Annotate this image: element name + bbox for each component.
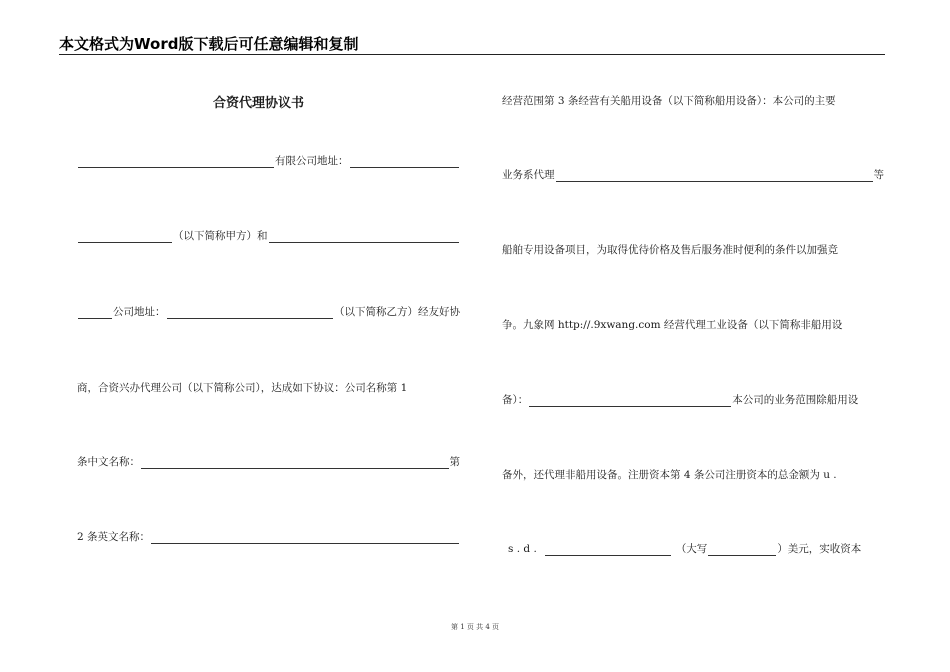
blank-field[interactable] (350, 156, 460, 168)
blank-field[interactable] (545, 544, 671, 556)
line-text: 商，合资兴办代理公司（以下简称公司），达成如下协议：公司名称第 1 (77, 382, 408, 394)
blank-field[interactable] (529, 395, 731, 407)
document-title: 合资代理协议书 (213, 96, 305, 111)
line-text: 备）： (502, 394, 529, 406)
blank-field[interactable] (78, 231, 172, 243)
blank-field[interactable] (167, 307, 334, 319)
line-text: 有限公司地址： (275, 155, 349, 167)
right-line-2 (502, 168, 884, 182)
line-text: （以下简称乙方）经友好协 (334, 306, 460, 318)
left-line-1 (77, 154, 460, 168)
banner-divider (59, 54, 885, 55)
document-banner: 本文格式为Word版下载后可任意编辑和复制 (59, 35, 359, 53)
line-text: （以下简称甲方）和 (173, 230, 268, 242)
left-line-2 (77, 229, 460, 243)
left-line-6 (77, 530, 460, 544)
page-footer: 第 1 页 共 4 页 (450, 623, 500, 631)
line-text: 船舶专用设备项目，为取得优待价格及售后服务准时便利的条件以加强竞 (502, 244, 838, 256)
line-text: 争。九象网 http://.9xwang.com 经营代理工业设备（以下简称非船用设 (502, 319, 843, 331)
blank-field[interactable] (269, 231, 460, 243)
line-text: 第 (449, 456, 460, 468)
blank-field[interactable] (78, 156, 274, 168)
line-text: ）美元，实收资本 (777, 543, 862, 555)
blank-field[interactable] (708, 544, 776, 556)
line-text: 条中文名称： (77, 456, 140, 468)
left-line-4 (77, 381, 460, 395)
blank-field[interactable] (556, 170, 873, 182)
blank-field[interactable] (141, 457, 449, 469)
line-text: 2 条英文名称： (77, 531, 151, 543)
left-line-5 (77, 455, 460, 469)
line-text: 经营范围第 3 条经营有关船用设备（以下简称船用设备）：本公司的主要 (502, 95, 836, 107)
blank-field[interactable] (78, 307, 112, 319)
right-line-7 (502, 542, 884, 556)
line-text: s . d . (508, 543, 537, 555)
left-line-3 (77, 305, 460, 319)
line-text: 业务系代理 (502, 169, 555, 181)
right-line-3 (502, 243, 884, 257)
blank-field[interactable] (151, 532, 459, 544)
line-text: 公司地址： (113, 306, 166, 318)
line-text: 本公司的业务范围除船用设 (732, 394, 859, 406)
right-line-4 (502, 318, 884, 332)
right-line-6 (502, 468, 884, 482)
line-text: （大写 (675, 543, 708, 555)
right-line-1 (502, 94, 884, 108)
right-line-5 (502, 393, 884, 407)
line-text: 等 (873, 169, 884, 181)
line-text: 备外，还代理非船用设备。注册资本第 4 条公司注册资本的总金额为 u . (502, 469, 837, 481)
